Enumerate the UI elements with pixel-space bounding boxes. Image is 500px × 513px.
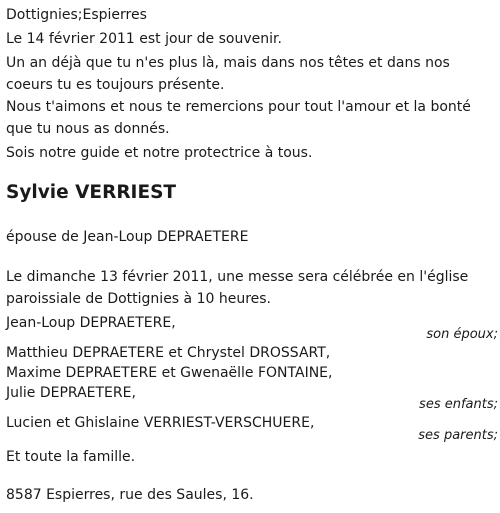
intro-paragraph-1: Un an déjà que tu n'es plus là, mais dans nos têtes et dans nos coeurs tu es toujours présente. [6,55,450,93]
family-spouse-name: Jean-Loup DEPRAETERE, [6,315,176,331]
deceased-name: Sylvie VERRIEST [6,182,177,203]
family-parents-role: ses parents; [418,428,498,443]
mass-announcement: Le dimanche 13 février 2011, une messe sera célébrée en l'église paroissiale de Dottignies à 10 heures. [6,269,469,307]
family-others: Et toute la famille. [6,449,136,465]
family-children-role: ses enfants; [419,397,498,412]
spouse-line: épouse de Jean-Loup DEPRAETERE [6,229,249,245]
family-child-2: Maxime DEPRAETERE et Gwenaëlle FONTAINE, [6,365,333,381]
family-spouse-role: son époux; [426,327,498,342]
family-child-1: Matthieu DEPRAETERE et Chrystel DROSSART, [6,345,331,361]
address-line: 8587 Espierres, rue des Saules, 16. [6,487,254,503]
family-parents-name: Lucien et Ghislaine VERRIEST-VERSCHUERE, [6,415,315,431]
intro-paragraph-2: Nous t'aimons et nous te remercions pour tout l'amour et la bonté que tu nous as donnés. [6,99,471,137]
intro-paragraph-3: Sois notre guide et notre protectrice à tous. [6,145,313,161]
location-header: Dottignies;Espierres [6,7,147,23]
date-line: Le 14 février 2011 est jour de souvenir. [6,31,282,47]
family-child-3: Julie DEPRAETERE, [6,385,136,401]
